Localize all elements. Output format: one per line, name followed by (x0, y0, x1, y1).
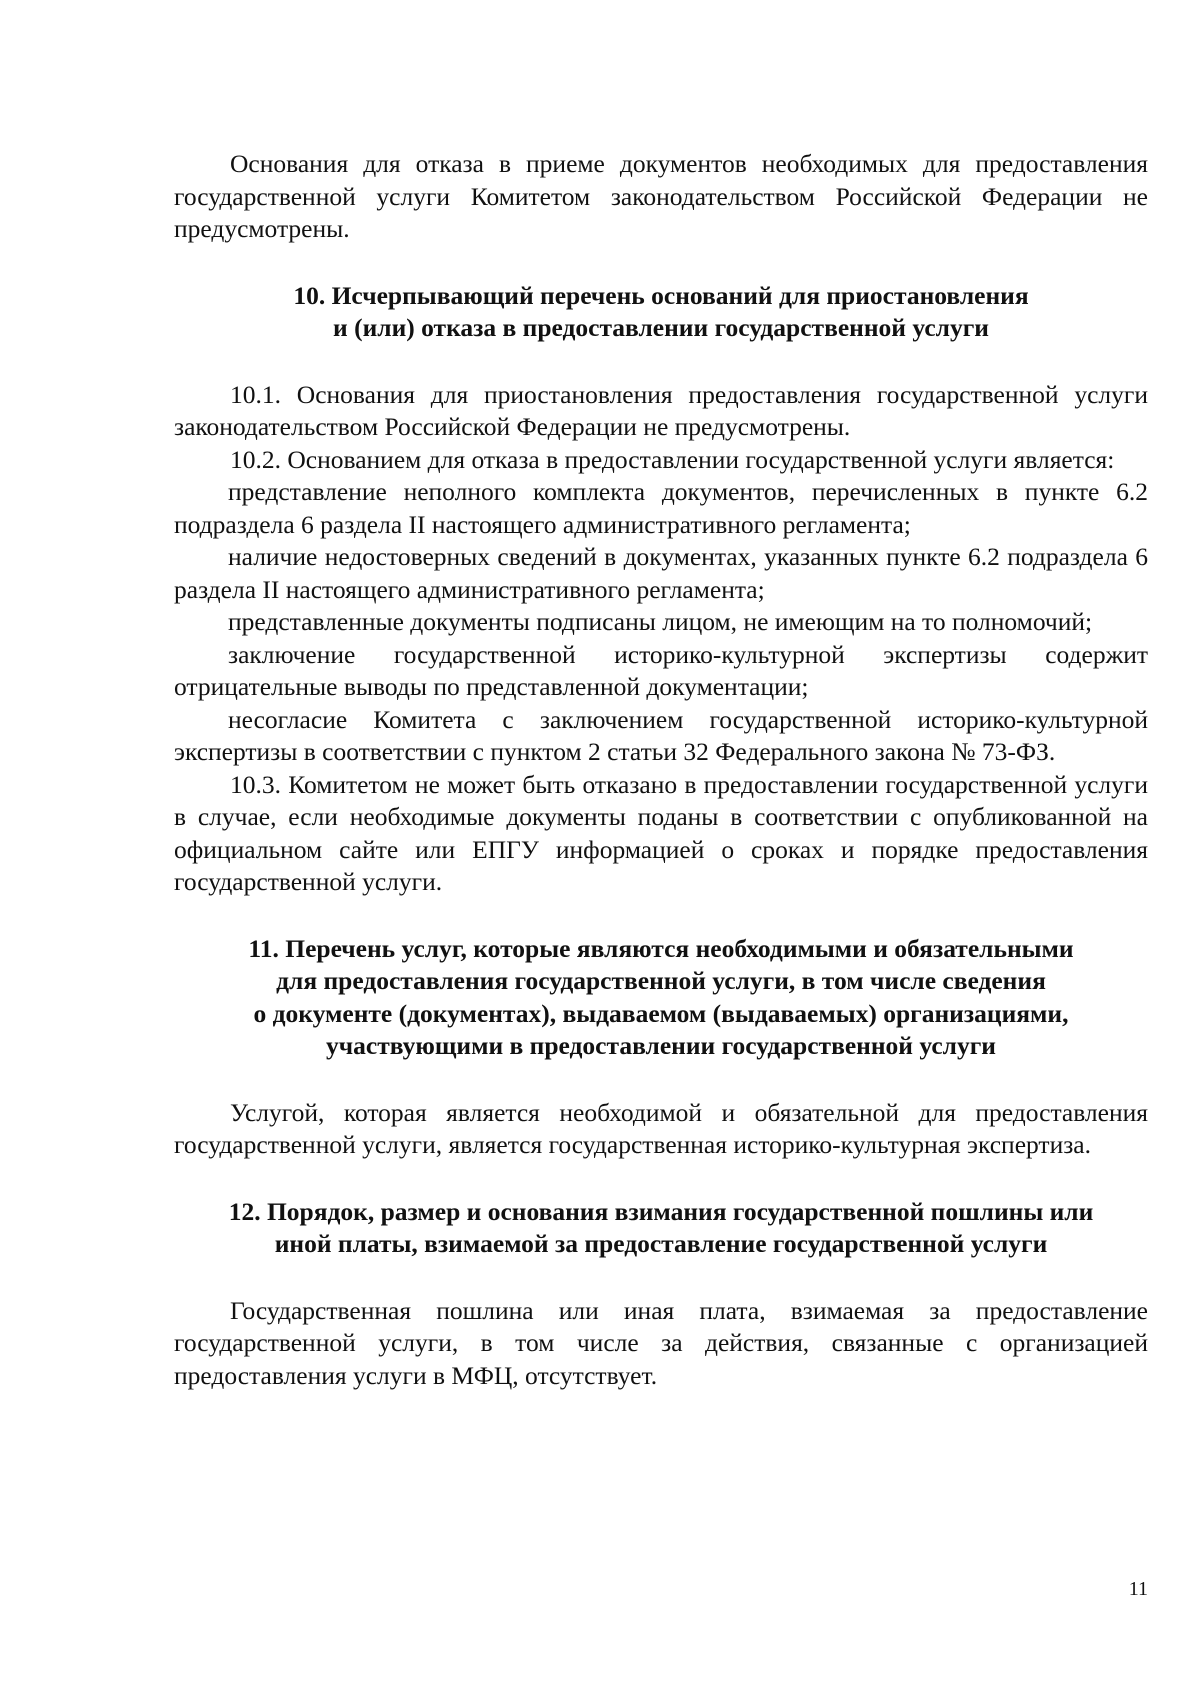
section-12-heading-line-2: иной платы, взимаемой за предоставление государственной услуги (274, 1229, 1048, 1258)
page-number: 11 (1128, 1578, 1148, 1600)
paragraph-10-3: 10.3. Комитетом не может быть отказано в предоставлении государственной услуги в случае, если необходимые документы поданы в соответствии с опубликованной на официальном сайте или ЕПГУ информацией о сроках и порядке предоставления государственной услуги. (174, 769, 1148, 896)
list-item: несогласие Комитета с заключением государственной историко-культурной экспертизы в соответствии с пунктом 2 статьи 32 Федерального закона № 73-ФЗ. (174, 704, 1148, 766)
section-12-paragraph: Государственная пошлина или иная плата, взимаемая за предоставление государственной услуги, в том числе за действия, связанные с организацией предоставления услуги в МФЦ, отсутствует. (174, 1295, 1148, 1390)
section-12-heading (174, 1196, 1148, 1261)
section-11-heading (174, 933, 1148, 1063)
paragraph-10-1: 10.1. Основания для приостановления предоставления государственной услуги законодательством Российской Федерации не предусмотрены. (174, 379, 1148, 441)
list-item: представленные документы подписаны лицом, не имеющим на то полномочий; (228, 607, 1093, 636)
section-11-heading-line-3: о документе (документах), выдаваемом (выдаваемых) организациями, (253, 998, 1069, 1028)
section-12-body (174, 1295, 1148, 1393)
section-10-body (174, 379, 1148, 899)
list-item: заключение государственной историко-культурной экспертизы содержит отрицательные выводы по представленной документации; (174, 639, 1148, 701)
section-12-heading-line-1: 12. Порядок, размер и основания взимания государственной пошлины или (228, 1196, 1094, 1226)
section-11-paragraph: Услугой, которая является необходимой и обязательной для предоставления государственной услуги, является государственная историко-культурная экспертиза. (174, 1097, 1148, 1159)
section-10-heading (174, 280, 1148, 345)
intro-paragraph: Основания для отказа в приеме документов необходимых для предоставления государственной услуги Комитетом законодательством Российской Федерации не предусмотрены. (174, 149, 1148, 243)
list-item: наличие недостоверных сведений в документах, указанных пункте 6.2 подраздела 6 раздела II настоящего административного регламента; (174, 542, 1148, 604)
section-11-heading-line-4: участвующими в предоставлении государственной услуги (326, 1031, 996, 1060)
page-content (174, 148, 1148, 1392)
list-item: представление неполного комплекта документов, перечисленных в пункте 6.2 подраздела 6 раздела II настоящего административного регламента; (174, 477, 1148, 539)
section-10-heading-line-2: и (или) отказа в предоставлении государственной услуги (333, 313, 989, 342)
section-11-body (174, 1097, 1148, 1162)
section-11-heading-line-1: 11. Перечень услуг, которые являются необходимыми и обязательными (248, 933, 1074, 963)
section-11-heading-line-2: для предоставления государственной услуги, в том числе сведения (276, 966, 1046, 995)
section-10-heading-line-1: 10. Исчерпывающий перечень оснований для приостановления (293, 280, 1029, 310)
paragraph-10-2: 10.2. Основанием для отказа в предоставлении государственной услуги является: (230, 444, 1115, 474)
